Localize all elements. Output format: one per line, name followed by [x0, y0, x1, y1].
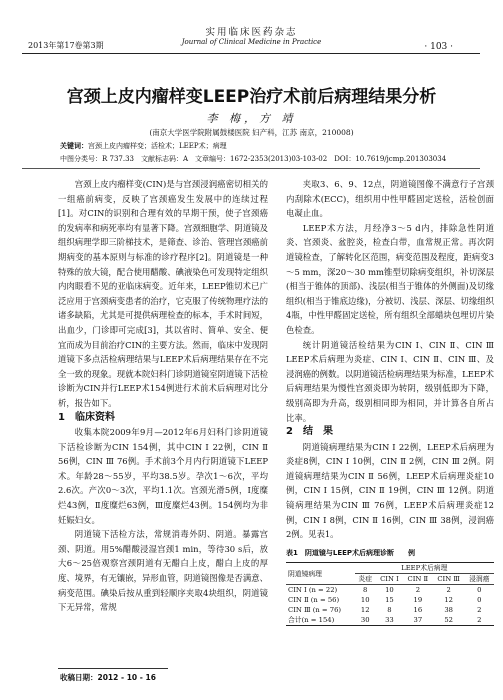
table-cell: 10: [360, 596, 370, 605]
clinical-data-paragraph: 收集本院2009年9月—2012年6月妇科门诊阴道镜下活检诊断为CIN 154例，其中CIN Ⅰ 22例，CIN Ⅱ 56例，CIN Ⅲ 76例。手术前3个月内行阴道镜下LEEP术。年龄28～55岁，平均38.5岁。孕次1～6次，平均2.6次。产次0～3次，平均1.1次。宫颈光滑5例，Ⅰ度糜烂43例，Ⅱ度糜烂63例，Ⅲ度糜烂43例。154例均为非妊娠妇女。: [58, 427, 268, 525]
keywords: [60, 141, 227, 151]
table-caption: 表1 阴道镜与LEEP术后病理诊断 例: [286, 548, 416, 557]
journal-name-en: Journal of Clinical Medicine in Practice: [181, 38, 322, 46]
issue-info: 2013年第17卷第3期: [28, 41, 104, 50]
table-cell: 16: [413, 606, 423, 615]
authors: 李 梅，方 靖: [206, 112, 297, 125]
statistics-paragraph: 统计阴道镜活检结果为CIN Ⅰ、CIN Ⅱ、CIN Ⅲ LEEP术后病理为炎症、CIN Ⅰ、CIN Ⅱ、CIN Ⅲ、及浸润癌的例数。以阴道镜活检病理结果为标准，LEEP术后病理结果为慢性宫颈炎即为转阴，级别低即为下降，级别高即为升高，级别相同即为相同，并计算各自所占比率。: [286, 339, 494, 423]
table-cell: 12: [360, 606, 370, 615]
abstract-rule: [22, 168, 480, 169]
results-table: [286, 562, 494, 626]
leep-method-paragraph: LEEP术方法，月经净3～5 d内，排除急性阴道炎、宫颈炎、盆腔炎，检查白带，血常规正常。再次阴道镜检查，了解转化区范围，病变范围及程度，距病变3～5 mm，深20～30 mm锥型切除病变组织，补切深层(相当于锥体的顶部)、浅层(相当于锥体的外侧面)及切缘组织(相当于锥底边缘)，分被切、浅层、深层、切缘组织4瓶，中性甲醛固定送检，所有组织全部蜡块包埋切片染色检查。: [286, 222, 494, 335]
keywords-label: 关键词：: [60, 142, 88, 150]
table-row-total: [286, 615, 494, 626]
table-header-group: LEEP术后病理: [355, 563, 494, 574]
table-col-header: 炎症: [358, 575, 372, 584]
table-row-header: 阴道镜病理: [288, 569, 322, 578]
table-cell: 52: [444, 616, 453, 625]
classification-line: 中图分类号：R 737.33 文献标志码：A 文章编号：1672-2353(2013)03-103-02 DOI：10.7619/jcmp.201303034: [60, 155, 447, 163]
table-row: [286, 595, 494, 605]
table-cell: 10: [385, 586, 394, 595]
table-cell: 12: [444, 596, 453, 605]
table-cell: 19: [413, 596, 423, 605]
method-cont-paragraph: 夹取3、6、9、12点，阴道镜图像不满意行子宫颈内刮除术(ECC)，组织用中性甲醛固定送检，活检创面电凝止血。: [286, 179, 494, 219]
table-cell: 33: [385, 616, 394, 625]
page-number: · 103 ·: [424, 42, 453, 52]
table-cell: 2: [477, 606, 482, 615]
left-column: [58, 177, 268, 615]
table-cell: 2: [415, 586, 421, 595]
table-cell: 15: [385, 596, 394, 605]
table-cell: 37: [413, 616, 423, 625]
section-heading-1: 1 临床资料: [58, 411, 115, 423]
table-row: [286, 605, 494, 615]
table-cell: 8: [387, 606, 392, 615]
table-row-label: CIN Ⅰ (n = 22): [288, 586, 338, 595]
table-col-header: CIN Ⅲ: [437, 575, 460, 584]
received-date: 收稿日期：2012 - 10 - 16: [60, 673, 156, 682]
method-paragraph: 阴道镜下活检方法，常规消毒外阴、阴道。暴露宫颈、阴道。用5%醋酸浸湿宫颈1 min，等待30 s后，放大6～25倍观察宫颈阴道有无醋白上皮，醋白上皮的厚度、境界，有无镶嵌，异形血管，阴道镜图像是否满意、病变范围。碘染后按从重到轻顺序夹取4块组织，阴道镜下无异常，常规: [58, 529, 268, 613]
table-cell: 2: [477, 616, 482, 625]
table-cell: 2: [446, 586, 451, 595]
section-heading-2: 2 结 果: [286, 426, 333, 438]
table-cell: 0: [477, 596, 482, 605]
table-cell: 38: [444, 606, 453, 615]
table-col-header: CIN Ⅱ: [407, 575, 429, 584]
journal-name-cn: 实用临床医药杂志: [205, 27, 298, 38]
table-cell: 8: [363, 586, 368, 595]
affiliation: (南京大学医学院附属鼓楼医院 妇产科，江苏 南京，210008): [149, 128, 354, 137]
footer-rule: [58, 668, 168, 669]
intro-paragraph: 宫颈上皮内瘤样变(CIN)是与宫颈浸润癌密切相关的一组癌前病变，反映了宫颈癌发生发展中的连续过程[1]。对CIN的识别和合理有效的早期干预，使子宫颈癌的发病率和病死率均有显著下降。宫颈细胞学、阴道镜及组织病理学即三阶梯技术，是筛查、诊治、管理宫颈癌前期病变的基本原则与标准的诊疗程序[2]。阴道镜是一种特殊的放大镜，配合使用醋酸、碘液染色可发现特定组织内肉眼看不见的亚临床病变。近年来，LEEP锥切术已广泛应用于宫颈病变患者的治疗，它克服了传统物理疗法的诸多缺陷，尤其是可提供病理检查的标本，手术时间短，出血少，门诊即可完成[3]，其以省时、简单、安全、便宜而成为目前治疗CIN的主要方法。然而，临床中发现阴道镜下多点活检病理结果与LEEP术后病理结果存在不完全一致的现象。现就本院妇科门诊阴道镜室阴道镜下活检诊断为CIN并行LEEP术154例进行术前术后病理对比分析，报告如下。: [58, 179, 268, 408]
table-row-label: CIN Ⅱ (n = 56): [288, 596, 340, 605]
table-cell: 0: [477, 586, 482, 595]
results-paragraph: 阴道镜病理结果为CIN Ⅰ 22例，LEEP术后病理为炎症8例，CIN Ⅰ 10例，CIN Ⅱ 2例，CIN Ⅲ 2例。阴道镜病理结果为CIN Ⅱ 56例，LEEP术后病理炎症10例，CIN Ⅰ 15例，CIN Ⅱ 19例，CIN Ⅲ 12例。阴道镜病理结果为CIN Ⅲ 76例，LEEP术后病理炎症12例，CIN Ⅰ 8例，CIN Ⅱ 16例，CIN Ⅲ 38例，浸润癌2例。见表1。: [286, 441, 494, 540]
table-col-header: 浸润癌: [469, 575, 490, 584]
table-col-header: CIN Ⅰ: [380, 575, 399, 584]
table-row: [286, 585, 494, 596]
table-cell: 30: [360, 616, 370, 625]
right-column: [286, 177, 494, 626]
keywords-text: 宫颈上皮内瘤样变；活检术；LEEP术；病理: [88, 142, 227, 150]
table-row-label: 合计(n = 154): [288, 616, 335, 625]
article-title: 宫颈上皮内瘤样变LEEP治疗术前后病理结果分析: [66, 87, 437, 107]
header-rule: [22, 53, 480, 54]
table-row-label: CIN Ⅲ (n = 76): [288, 606, 342, 615]
